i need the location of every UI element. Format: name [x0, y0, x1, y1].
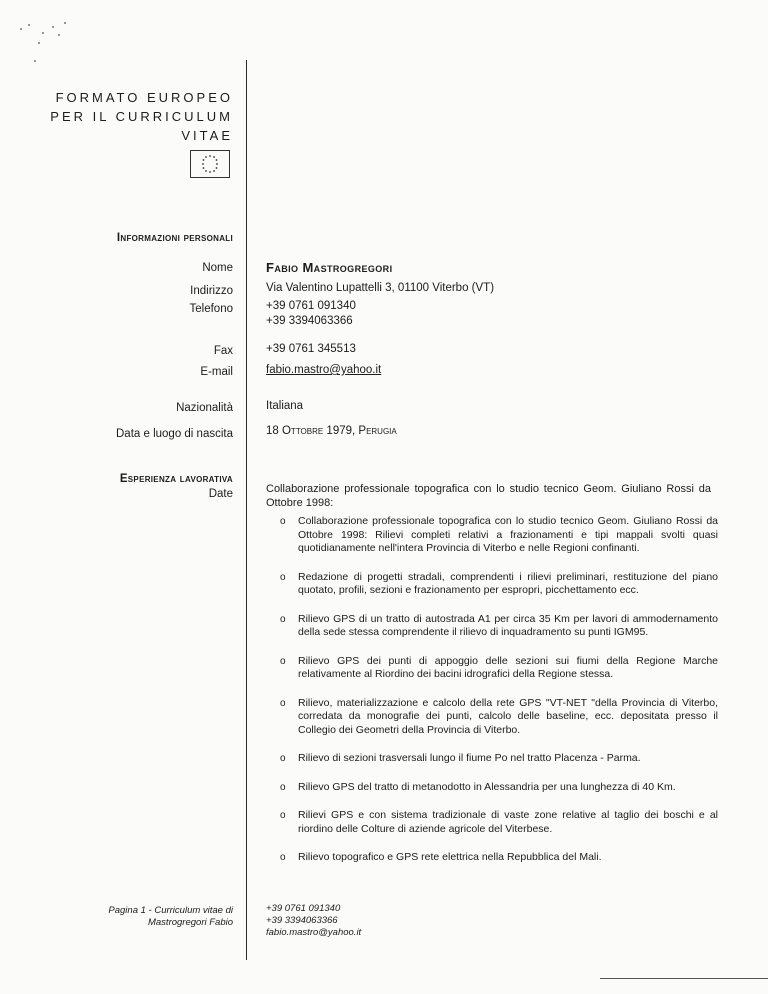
- list-item: o Rilievo GPS dei punti di appoggio delle sezioni sui fiumi della Regione Marche relativamente al Riordino dei bacini idrografici della Regione stessa.: [280, 654, 718, 680]
- value-nationality: Italiana: [266, 400, 304, 412]
- list-item: o Rilievo topografico e GPS rete elettrica nella Repubblica del Mali.: [280, 851, 602, 863]
- bullet-icon: o: [280, 655, 286, 667]
- page-footer-contacts: [266, 903, 361, 939]
- label-phone: Telefono: [189, 303, 233, 315]
- eu-stars-icon: [191, 151, 229, 177]
- footer-phone-1: +39 0761 091340: [266, 903, 341, 914]
- title-line-2: PER IL CURRICULUM: [50, 109, 233, 124]
- value-birth: 18 Ottobre 1979, Perugia: [266, 425, 397, 437]
- section-work-experience: Esperienza lavorativa: [119, 473, 233, 485]
- label-nationality: Nazionalità: [176, 402, 233, 414]
- label-address: Indirizzo: [190, 285, 233, 297]
- list-item: o Rilievo, materializzazione e calcolo della rete GPS "VT-NET "della Provincia di Viterbo, corredata da monografie dei punti, calcolo delle baseline, ecc. depositata presso il Collegio dei Geometri della Provincia di Viterbo.: [280, 696, 718, 736]
- list-item: o Rilievo GPS di un tratto di autostrada A1 per circa 35 Km per lavori di ammodernamento della sede stessa comprendente il rilievo di inquadramento su punti IGM95.: [280, 612, 718, 638]
- value-name: Fabio Mastrogregori: [266, 260, 393, 275]
- list-item: o Rilievo di sezioni trasversali lungo il fiume Po nel tratto Placenza - Parma.: [280, 752, 641, 764]
- list-item: o Collaborazione professionale topografica con lo studio tecnico Geom. Giuliano Rossi da Ottobre 1998: Rilievi completi relativi a frazionamenti e tipi mappali svolti quasi quotidianamente nell'intera Provincia di Viterbo e nelle Regioni confinanti.: [280, 515, 718, 554]
- bottom-rule: [600, 978, 768, 979]
- bullet-icon: o: [280, 516, 286, 527]
- footer-left-line-2: Mastrogregori Fabio: [147, 917, 233, 928]
- footer-left-line-1: Pagina 1 - Curriculum vitae di: [108, 905, 233, 916]
- footer-phone-2: +39 3394063366: [266, 915, 338, 926]
- value-phone-2: +39 3394063366: [266, 315, 353, 327]
- bullet-icon: o: [280, 753, 286, 764]
- label-email: E-mail: [200, 366, 233, 378]
- experience-list: [278, 515, 718, 880]
- column-divider: [246, 60, 247, 960]
- footer-email: fabio.mastro@yahoo.it: [266, 927, 362, 938]
- label-dates: Date: [208, 488, 233, 500]
- bullet-icon: o: [280, 613, 286, 625]
- experience-intro: Collaborazione professionale topografica con lo studio tecnico Geom. Giuliano Rossi da Ottobre 1998:: [266, 483, 711, 509]
- value-fax: +39 0761 345513: [266, 343, 356, 355]
- list-item: o Rilievi GPS e con sistema tradizionale di vaste zone relative al taglio dei boschi e al riordino delle Colture di aziende agricole del Viterbese.: [280, 809, 718, 835]
- title-line-3: VITAE: [181, 128, 233, 143]
- value-email-link[interactable]: fabio.mastro@yahoo.it: [266, 364, 382, 376]
- label-name: Nome: [202, 262, 233, 274]
- bullet-icon: o: [280, 697, 286, 709]
- title-line-1: FORMATO EUROPEO: [55, 90, 233, 105]
- page-footer-caption: [108, 905, 233, 929]
- bullet-icon: o: [280, 571, 286, 583]
- bullet-icon: o: [280, 781, 286, 793]
- bullet-icon: o: [280, 810, 286, 821]
- value-phone-1: +39 0761 091340: [266, 300, 356, 312]
- eu-flag-logo: [190, 150, 230, 178]
- list-item: o Redazione di progetti stradali, comprendenti i rilievi preliminari, restituzione del piano quotato, profili, sezioni e frazionamento per espropri, picchettamento ecc.: [280, 570, 718, 596]
- list-item: o Rilievo GPS del tratto di metanodotto in Alessandria per una lunghezza di 40 Km.: [280, 780, 676, 793]
- scan-specks: [18, 18, 78, 68]
- section-personal-info: Informazioni personali: [116, 232, 233, 244]
- label-fax: Fax: [213, 345, 233, 357]
- value-address: Via Valentino Lupattelli 3, 01100 Viterbo (VT): [266, 282, 495, 294]
- bullet-icon: o: [280, 852, 286, 863]
- label-birth: Data e luogo di nascita: [116, 428, 233, 440]
- cv-title: [50, 88, 233, 145]
